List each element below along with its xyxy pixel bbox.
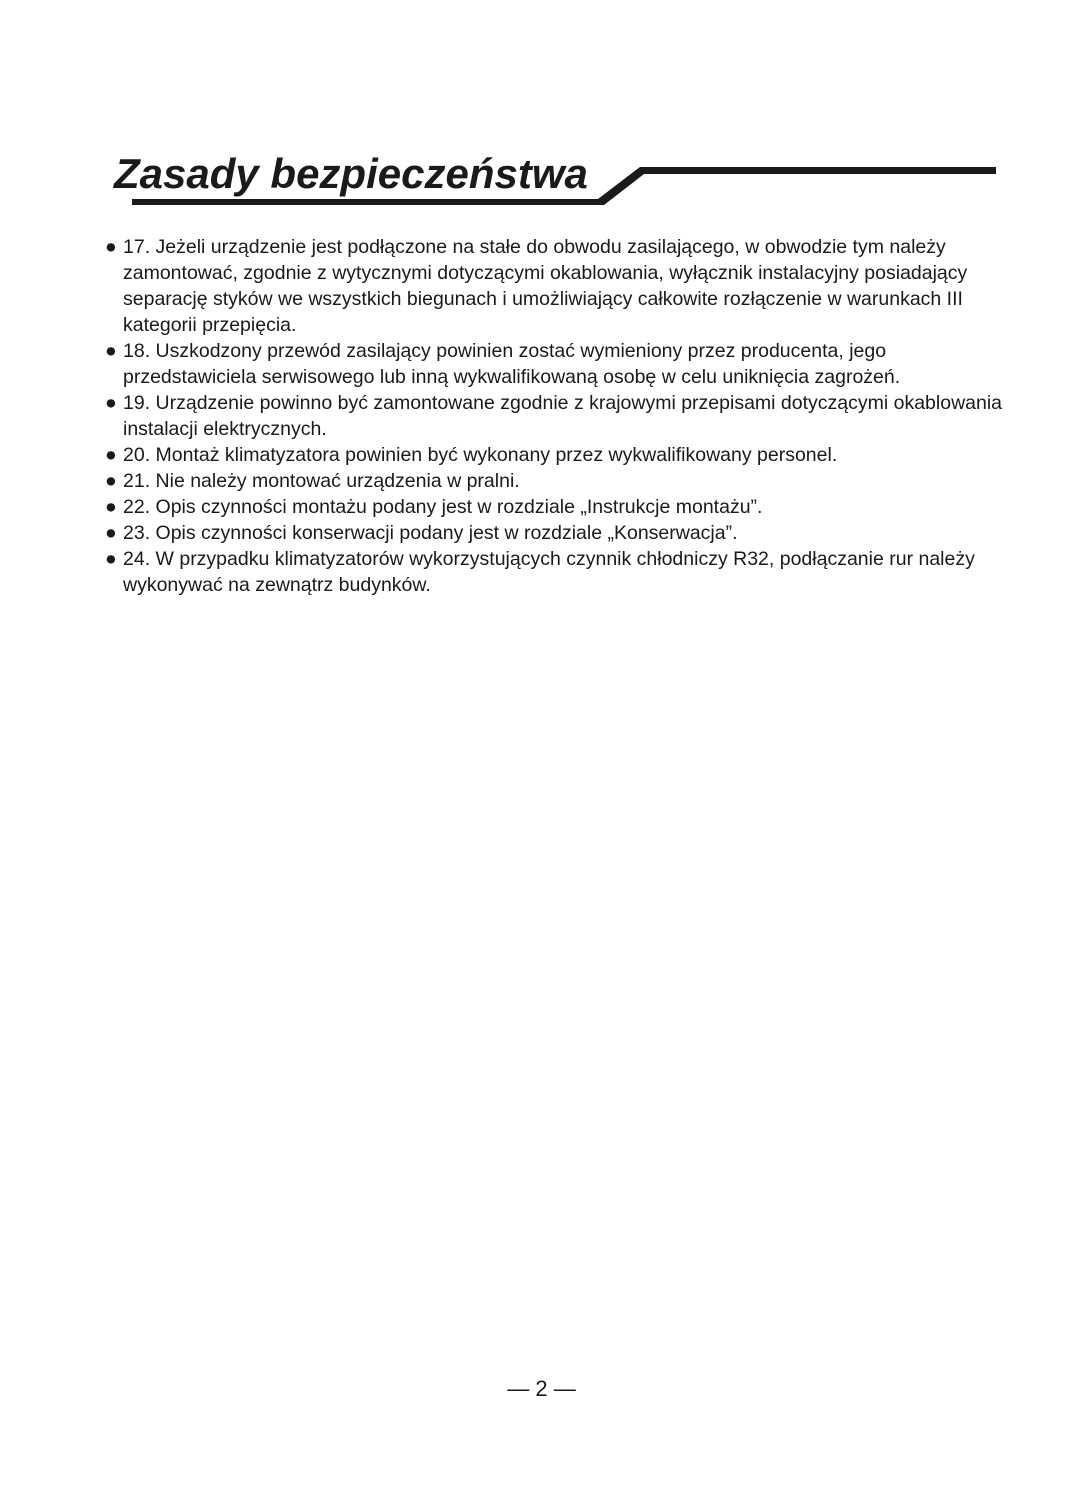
bullet-icon: ● [105,548,117,570]
safety-rules-list [104,234,1004,598]
bullet-icon: ● [105,496,117,518]
bullet-icon: ● [105,470,117,492]
list-item-text: 22. Opis czynności montażu podany jest w rozdziale „Instrukcje montażu”. [123,496,763,518]
list-item-text: 18. Uszkodzony przewód zasilający powinien zostać wymieniony przez producenta, jego przedstawiciela serwisowego lub inną wykwalifikowaną osobę w celu uniknięcia zagrożeń. [123,340,901,388]
bullet-icon: ● [105,522,117,544]
list-item [104,338,1004,390]
bullet-icon: ● [105,392,117,414]
list-item-text: 19. Urządzenie powinno być zamontowane zgodnie z krajowymi przepisami dotyczącymi okablowania instalacji elektrycznych. [123,392,1003,440]
list-item-text: 21. Nie należy montować urządzenia w pralni. [123,470,520,492]
list-item [104,520,1004,546]
list-item-text: 24. W przypadku klimatyzatorów wykorzystujących czynnik chłodniczy R32, podłączanie rur należy wykonywać na zewnątrz budynków. [123,548,975,596]
bullet-icon: ● [105,444,117,466]
page-title: Zasady bezpieczeństwa [114,150,588,197]
list-item-text: 17. Jeżeli urządzenie jest podłączone na stałe do obwodu zasilającego, w obwodzie tym należy zamontować, zgodnie z wytycznymi dotyczącymi okablowania, wyłącznik instalacyjny posiadający separację styków we wszystkich biegunach i umożliwiający całkowite rozłączenie w warunkach III kategorii przepięcia. [123,236,968,336]
bullet-icon: ● [105,236,117,258]
list-item [104,234,1004,338]
list-item [104,442,1004,468]
list-item [104,390,1004,442]
bullet-icon: ● [105,340,117,362]
list-item-text: 20. Montaż klimatyzatora powinien być wykonany przez wykwalifikowany personel. [123,444,838,466]
page-number: — 2 — [507,1376,576,1401]
list-item [104,546,1004,598]
list-item-text: 23. Opis czynności konserwacji podany jest w rozdziale „Konserwacja”. [123,522,738,544]
list-item [104,468,1004,494]
page-header [0,0,1083,215]
list-item [104,494,1004,520]
